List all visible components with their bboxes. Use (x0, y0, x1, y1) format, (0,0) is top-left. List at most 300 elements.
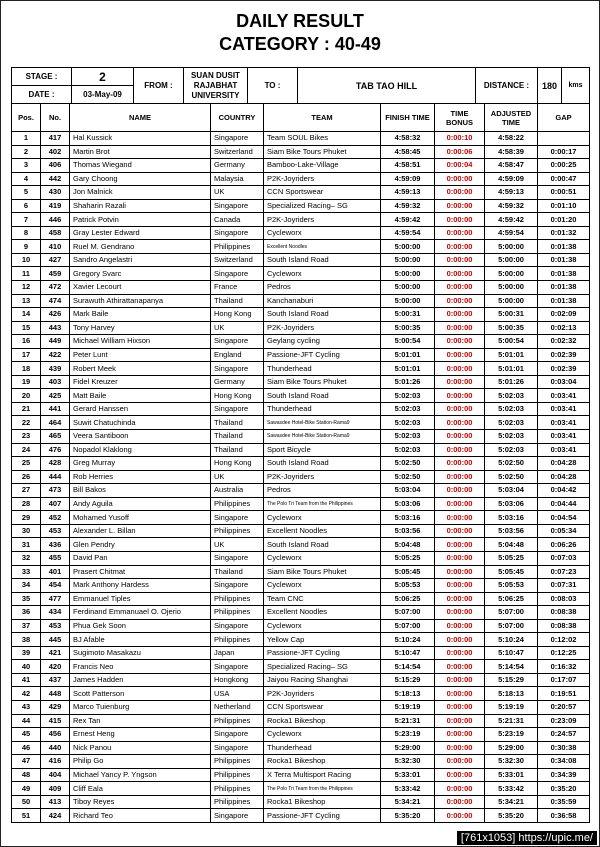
team-cell: Cycleworx (264, 551, 381, 565)
table-row (12, 606, 590, 620)
country-cell: Singapore (211, 132, 264, 146)
adjusted-time-cell: 5:00:54 (485, 335, 538, 349)
distance-label: DISTANCE : (476, 68, 538, 104)
time-bonus-cell: 0:00:00 (435, 646, 485, 660)
adjusted-time-cell: 5:02:03 (485, 430, 538, 444)
bib-number-cell: 448 (41, 687, 70, 701)
finish-time-cell: 5:00:54 (381, 335, 435, 349)
rider-name-cell: Nopadol Klaklong (70, 443, 211, 457)
adjusted-time-cell: 5:33:42 (485, 782, 538, 796)
rank-cell: 38 (12, 633, 41, 647)
gap-cell: 0:01:38 (538, 240, 590, 254)
bib-number-cell: 472 (41, 281, 70, 295)
rider-name-cell: Nick Panou (70, 741, 211, 755)
table-row (12, 511, 590, 525)
rank-cell: 31 (12, 538, 41, 552)
gap-cell: 0:35:59 (538, 795, 590, 809)
gap-cell: 0:01:38 (538, 253, 590, 267)
time-bonus-cell: 0:00:00 (435, 267, 485, 281)
team-cell: Thunderhead (264, 402, 381, 416)
finish-time-cell: 5:03:04 (381, 484, 435, 498)
rank-cell: 48 (12, 768, 41, 782)
rank-cell: 43 (12, 700, 41, 714)
adjusted-time-cell: 5:19:19 (485, 700, 538, 714)
bib-number-cell: 464 (41, 416, 70, 430)
adjusted-time-cell: 5:03:16 (485, 511, 538, 525)
team-cell: CCN Sportswear (264, 700, 381, 714)
time-bonus-cell: 0:00:00 (435, 524, 485, 538)
rank-cell: 21 (12, 402, 41, 416)
rider-name-cell: David Pan (70, 551, 211, 565)
rank-cell: 33 (12, 565, 41, 579)
adjusted-time-cell: 5:10:24 (485, 633, 538, 647)
bib-number-cell: 419 (41, 199, 70, 213)
country-cell: Hong Kong (211, 389, 264, 403)
table-row (12, 687, 590, 701)
table-row (12, 633, 590, 647)
finish-time-cell: 5:00:31 (381, 308, 435, 322)
team-cell: Team SOUL Bikes (264, 132, 381, 146)
finish-time-cell: 5:21:31 (381, 714, 435, 728)
rider-name-cell: Jon Malnick (70, 186, 211, 200)
country-cell: UK (211, 186, 264, 200)
finish-time-cell: 5:19:19 (381, 700, 435, 714)
country-cell: Switzerland (211, 253, 264, 267)
adjusted-time-cell: 5:00:00 (485, 281, 538, 295)
gap-cell: 0:08:03 (538, 592, 590, 606)
time-bonus-cell: 0:00:00 (435, 538, 485, 552)
finish-time-cell: 5:03:56 (381, 524, 435, 538)
table-row (12, 809, 590, 823)
finish-time-cell: 5:00:00 (381, 281, 435, 295)
time-bonus-cell: 0:00:00 (435, 795, 485, 809)
adjusted-time-cell: 5:01:26 (485, 375, 538, 389)
table-row (12, 551, 590, 565)
team-cell: Excellent Noodles (264, 524, 381, 538)
country-cell: Philippines (211, 795, 264, 809)
time-bonus-cell: 0:00:00 (435, 673, 485, 687)
bib-number-cell: 402 (41, 145, 70, 159)
country-cell: England (211, 348, 264, 362)
gap-cell: 0:01:20 (538, 213, 590, 227)
gap-cell: 0:35:20 (538, 782, 590, 796)
time-bonus-cell: 0:00:00 (435, 633, 485, 647)
finish-time-cell: 4:59:42 (381, 213, 435, 227)
finish-time-cell: 4:59:13 (381, 186, 435, 200)
page-title: DAILY RESULT (236, 11, 364, 31)
table-row (12, 213, 590, 227)
rank-cell: 4 (12, 172, 41, 186)
time-bonus-cell: 0:00:00 (435, 294, 485, 308)
to-value: TAB TAO HILL (298, 68, 476, 104)
rider-name-cell: Suwit Chatuchinda (70, 416, 211, 430)
rank-cell: 1 (12, 132, 41, 146)
adjusted-time-cell: 5:03:56 (485, 524, 538, 538)
finish-time-cell: 5:05:45 (381, 565, 435, 579)
gap-cell: 0:12:02 (538, 633, 590, 647)
team-cell: South Island Road (264, 538, 381, 552)
rider-name-cell: Francis Neo (70, 660, 211, 674)
country-cell: Malaysia (211, 172, 264, 186)
team-cell: CCN Sportswear (264, 186, 381, 200)
rank-cell: 28 (12, 497, 41, 511)
finish-time-cell: 5:02:50 (381, 457, 435, 471)
team-cell: Geylang cycling (264, 335, 381, 349)
rider-name-cell: Michael William Hixson (70, 335, 211, 349)
table-row (12, 700, 590, 714)
bib-number-cell: 428 (41, 457, 70, 471)
finish-time-cell: 5:01:01 (381, 362, 435, 376)
adjusted-time-cell: 5:00:31 (485, 308, 538, 322)
country-cell: Philippines (211, 497, 264, 511)
rank-cell: 11 (12, 267, 41, 281)
bib-number-cell: 477 (41, 592, 70, 606)
rank-cell: 18 (12, 362, 41, 376)
rank-cell: 6 (12, 199, 41, 213)
team-cell: The Polo Tri Team from the Philippines (264, 497, 381, 511)
rank-cell: 42 (12, 687, 41, 701)
gap-cell: 0:34:08 (538, 755, 590, 769)
bib-number-cell: 452 (41, 511, 70, 525)
rider-name-cell: Marco Tuienburg (70, 700, 211, 714)
table-row (12, 755, 590, 769)
bib-number-cell: 409 (41, 782, 70, 796)
gap-cell: 0:04:28 (538, 470, 590, 484)
table-row (12, 281, 590, 295)
team-cell: X Terra Multisport Racing (264, 768, 381, 782)
country-cell: Singapore (211, 551, 264, 565)
adjusted-time-cell: 5:02:03 (485, 443, 538, 457)
time-bonus-cell: 0:00:00 (435, 281, 485, 295)
gap-cell: 0:17:07 (538, 673, 590, 687)
gap-cell: 0:07:03 (538, 551, 590, 565)
country-cell: Singapore (211, 728, 264, 742)
rider-name-cell: Xavier Lecourt (70, 281, 211, 295)
country-cell: Canada (211, 213, 264, 227)
finish-time-cell: 5:07:00 (381, 606, 435, 620)
bib-number-cell: 413 (41, 795, 70, 809)
country-cell: Philippines (211, 606, 264, 620)
country-cell: Singapore (211, 660, 264, 674)
adjusted-time-cell: 5:05:25 (485, 551, 538, 565)
gap-cell (538, 132, 590, 146)
table-row (12, 416, 590, 430)
rider-name-cell: Matt Baile (70, 389, 211, 403)
gap-cell: 0:02:09 (538, 308, 590, 322)
adjusted-time-cell: 5:32:30 (485, 755, 538, 769)
country-cell: Singapore (211, 226, 264, 240)
team-cell: South Island Road (264, 389, 381, 403)
rider-name-cell: James Hadden (70, 673, 211, 687)
finish-time-cell: 5:01:26 (381, 375, 435, 389)
time-bonus-cell: 0:00:00 (435, 755, 485, 769)
from-value: SUAN DUSIT RAJABHAT UNIVERSITY (184, 68, 248, 104)
table-row (12, 741, 590, 755)
finish-time-cell: 5:02:50 (381, 470, 435, 484)
rider-name-cell: Mark Anthony Hardess (70, 579, 211, 593)
finish-time-cell: 5:04:48 (381, 538, 435, 552)
bib-number-cell: 459 (41, 267, 70, 281)
team-cell: Cycleworx (264, 728, 381, 742)
date-value: 03-May-09 (72, 86, 134, 104)
gap-cell: 0:03:41 (538, 402, 590, 416)
adjusted-time-cell: 5:07:00 (485, 606, 538, 620)
team-cell: Excellent Noodles (264, 606, 381, 620)
country-cell: UK (211, 470, 264, 484)
rider-name-cell: Robert Meek (70, 362, 211, 376)
table-row (12, 389, 590, 403)
gap-cell: 0:00:25 (538, 159, 590, 173)
image-size-footer: [761x1053] https://upic.me/ (457, 831, 597, 845)
gap-cell: 0:04:54 (538, 511, 590, 525)
table-row (12, 172, 590, 186)
gap-cell: 0:23:09 (538, 714, 590, 728)
rank-cell: 14 (12, 308, 41, 322)
rider-name-cell: Michael Yancy P. Yngson (70, 768, 211, 782)
rank-cell: 35 (12, 592, 41, 606)
bib-number-cell: 441 (41, 402, 70, 416)
bib-number-cell: 424 (41, 809, 70, 823)
adjusted-time-cell: 5:00:35 (485, 321, 538, 335)
gap-cell: 0:06:26 (538, 538, 590, 552)
bib-number-cell: 454 (41, 579, 70, 593)
adjusted-time-cell: 5:00:00 (485, 240, 538, 254)
finish-time-cell: 5:07:00 (381, 619, 435, 633)
table-row (12, 768, 590, 782)
finish-time-cell: 5:02:03 (381, 416, 435, 430)
country-cell: Philippines (211, 714, 264, 728)
time-bonus-cell: 0:00:00 (435, 457, 485, 471)
rank-cell: 47 (12, 755, 41, 769)
time-bonus-cell: 0:00:00 (435, 809, 485, 823)
adjusted-time-cell: 4:58:47 (485, 159, 538, 173)
stage-info-table (11, 67, 590, 104)
rank-cell: 17 (12, 348, 41, 362)
bib-number-cell: 436 (41, 538, 70, 552)
country-cell: Thailand (211, 294, 264, 308)
table-row (12, 470, 590, 484)
country-cell: Philippines (211, 633, 264, 647)
rider-name-cell: Peter Lunt (70, 348, 211, 362)
rider-name-cell: Rob Herries (70, 470, 211, 484)
time-bonus-cell: 0:00:00 (435, 226, 485, 240)
team-cell: Team CNC (264, 592, 381, 606)
team-cell: P2K-Joyriders (264, 172, 381, 186)
bib-number-cell: 417 (41, 132, 70, 146)
team-cell: South Island Road (264, 253, 381, 267)
gap-cell: 0:02:39 (538, 348, 590, 362)
team-cell: P2K-Joyriders (264, 687, 381, 701)
bib-number-cell: 426 (41, 308, 70, 322)
country-cell: UK (211, 538, 264, 552)
adjusted-time-cell: 5:02:03 (485, 402, 538, 416)
rider-name-cell: Sandro Angelastri (70, 253, 211, 267)
time-bonus-cell: 0:00:04 (435, 159, 485, 173)
table-row (12, 308, 590, 322)
time-bonus-cell: 0:00:00 (435, 619, 485, 633)
finish-time-cell: 5:00:00 (381, 267, 435, 281)
distance-unit: kms (562, 68, 590, 104)
rank-cell: 3 (12, 159, 41, 173)
country-cell: Singapore (211, 199, 264, 213)
gap-cell: 0:30:38 (538, 741, 590, 755)
rank-cell: 12 (12, 281, 41, 295)
gap-cell: 0:01:38 (538, 294, 590, 308)
adjusted-time-cell: 5:10:47 (485, 646, 538, 660)
gap-cell: 0:05:34 (538, 524, 590, 538)
table-row (12, 253, 590, 267)
team-cell: Siam Bike Tours Phuket (264, 565, 381, 579)
adjusted-time-cell: 5:21:31 (485, 714, 538, 728)
finish-time-cell: 5:00:00 (381, 240, 435, 254)
bib-number-cell: 407 (41, 497, 70, 511)
rider-name-cell: Sugimoto Masakazu (70, 646, 211, 660)
time-bonus-cell: 0:00:00 (435, 335, 485, 349)
country-cell: Singapore (211, 402, 264, 416)
team-cell: Jaiyou Racing Shanghai (264, 673, 381, 687)
rank-cell: 5 (12, 186, 41, 200)
gap-cell: 0:02:13 (538, 321, 590, 335)
time-bonus-cell: 0:00:00 (435, 551, 485, 565)
team-cell: P2K-Joyriders (264, 213, 381, 227)
team-cell: Excellent Noodles (264, 240, 381, 254)
country-cell: Singapore (211, 579, 264, 593)
adjusted-time-cell: 5:00:00 (485, 267, 538, 281)
finish-time-cell: 5:23:19 (381, 728, 435, 742)
adjusted-time-cell: 5:02:03 (485, 389, 538, 403)
rank-cell: 44 (12, 714, 41, 728)
col-country: COUNTRY (211, 104, 264, 132)
time-bonus-cell: 0:00:00 (435, 253, 485, 267)
rider-name-cell: Glen Pendry (70, 538, 211, 552)
adjusted-time-cell: 5:29:00 (485, 741, 538, 755)
gap-cell: 0:04:28 (538, 457, 590, 471)
adjusted-time-cell: 5:14:54 (485, 660, 538, 674)
stage-value: 2 (72, 68, 134, 86)
country-cell: Thailand (211, 443, 264, 457)
finish-time-cell: 4:59:09 (381, 172, 435, 186)
bib-number-cell: 404 (41, 768, 70, 782)
table-row (12, 240, 590, 254)
rank-cell: 30 (12, 524, 41, 538)
bib-number-cell: 449 (41, 335, 70, 349)
gap-cell: 0:01:38 (538, 281, 590, 295)
bib-number-cell: 403 (41, 375, 70, 389)
finish-time-cell: 5:10:47 (381, 646, 435, 660)
table-row (12, 430, 590, 444)
table-row (12, 579, 590, 593)
team-cell: Pedros (264, 281, 381, 295)
finish-time-cell: 5:00:35 (381, 321, 435, 335)
finish-time-cell: 5:34:21 (381, 795, 435, 809)
gap-cell: 0:00:51 (538, 186, 590, 200)
rider-name-cell: Alexander L. Billan (70, 524, 211, 538)
time-bonus-cell: 0:00:00 (435, 199, 485, 213)
rank-cell: 24 (12, 443, 41, 457)
gap-cell: 0:20:57 (538, 700, 590, 714)
bib-number-cell: 446 (41, 213, 70, 227)
rider-name-cell: Mark Baile (70, 308, 211, 322)
country-cell: Japan (211, 646, 264, 660)
team-cell: The Polo Tri Team from the Philippines (264, 782, 381, 796)
bib-number-cell: 429 (41, 700, 70, 714)
country-cell: Singapore (211, 362, 264, 376)
gap-cell: 0:36:58 (538, 809, 590, 823)
team-cell: Specialized Racing– SG (264, 660, 381, 674)
finish-time-cell: 5:06:25 (381, 592, 435, 606)
country-cell: Hong Kong (211, 308, 264, 322)
time-bonus-cell: 0:00:06 (435, 145, 485, 159)
table-row (12, 348, 590, 362)
time-bonus-cell: 0:00:00 (435, 484, 485, 498)
finish-time-cell: 4:58:51 (381, 159, 435, 173)
rider-name-cell: Hal Kussick (70, 132, 211, 146)
finish-time-cell: 5:05:25 (381, 551, 435, 565)
team-cell: P2K-Joyriders (264, 470, 381, 484)
bib-number-cell: 458 (41, 226, 70, 240)
team-cell: Rocka1 Bikeshop (264, 795, 381, 809)
time-bonus-cell: 0:00:00 (435, 348, 485, 362)
bib-number-cell: 473 (41, 484, 70, 498)
team-cell: Cycleworx (264, 267, 381, 281)
table-row (12, 782, 590, 796)
table-row (12, 565, 590, 579)
time-bonus-cell: 0:00:00 (435, 375, 485, 389)
table-row (12, 294, 590, 308)
adjusted-time-cell: 5:06:25 (485, 592, 538, 606)
category-title: CATEGORY : 40-49 (219, 34, 381, 54)
table-row (12, 619, 590, 633)
adjusted-time-cell: 5:35:20 (485, 809, 538, 823)
team-cell: Rocka1 Bikeshop (264, 755, 381, 769)
country-cell: Singapore (211, 335, 264, 349)
bib-number-cell: 476 (41, 443, 70, 457)
rider-name-cell: Thomas Wiegand (70, 159, 211, 173)
time-bonus-cell: 0:00:00 (435, 606, 485, 620)
gap-cell: 0:16:32 (538, 660, 590, 674)
adjusted-time-cell: 4:59:09 (485, 172, 538, 186)
finish-time-cell: 5:33:42 (381, 782, 435, 796)
date-label: DATE : (12, 86, 72, 104)
adjusted-time-cell: 5:02:03 (485, 416, 538, 430)
rank-cell: 37 (12, 619, 41, 633)
bib-number-cell: 422 (41, 348, 70, 362)
time-bonus-cell: 0:00:00 (435, 714, 485, 728)
rider-name-cell: Tiboy Reyes (70, 795, 211, 809)
team-cell: South Island Road (264, 308, 381, 322)
team-cell: Bamboo-Lake-Village (264, 159, 381, 173)
bib-number-cell: 453 (41, 619, 70, 633)
rider-name-cell: Gary Choong (70, 172, 211, 186)
adjusted-time-cell: 4:58:22 (485, 132, 538, 146)
gap-cell: 0:01:38 (538, 267, 590, 281)
country-cell: Germany (211, 375, 264, 389)
time-bonus-cell: 0:00:00 (435, 430, 485, 444)
gap-cell: 0:00:17 (538, 145, 590, 159)
time-bonus-cell: 0:00:00 (435, 497, 485, 511)
gap-cell: 0:08:38 (538, 619, 590, 633)
rider-name-cell: Phua Gek Soon (70, 619, 211, 633)
bib-number-cell: 440 (41, 741, 70, 755)
rank-cell: 9 (12, 240, 41, 254)
bib-number-cell: 437 (41, 673, 70, 687)
gap-cell: 0:01:10 (538, 199, 590, 213)
table-row (12, 524, 590, 538)
bib-number-cell: 444 (41, 470, 70, 484)
rider-name-cell: Mohamed Yusoff (70, 511, 211, 525)
col-no: No. (41, 104, 70, 132)
time-bonus-cell: 0:00:00 (435, 443, 485, 457)
